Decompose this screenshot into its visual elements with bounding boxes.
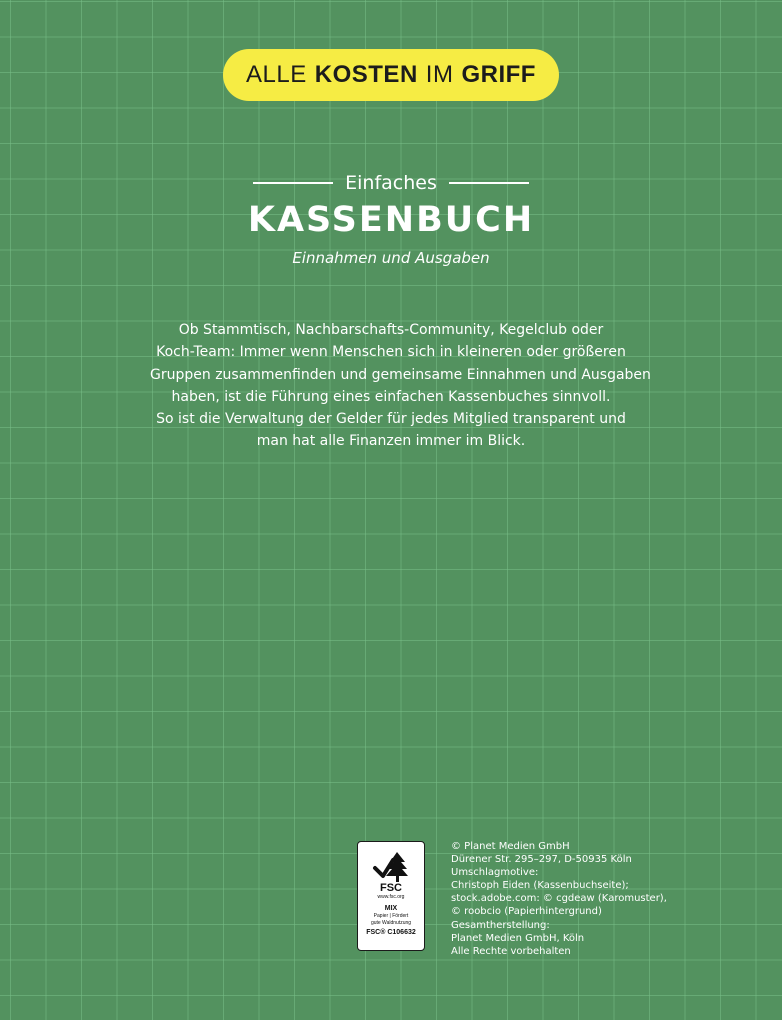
headline-banner xyxy=(223,49,559,101)
banner-word-alle: ALLE xyxy=(246,61,307,88)
imprint-line: Gesamtherstellung: xyxy=(451,919,550,931)
description-line: Gruppen zusammenfinden und gemeinsame Einnahmen und Ausgaben xyxy=(150,366,651,383)
imprint-line: stock.adobe.com: © cgdeaw (Karomuster), xyxy=(451,893,667,905)
imprint-line: Alle Rechte vorbehalten xyxy=(451,945,571,957)
description-line: Koch-Team: Immer wenn Menschen sich in kleineren oder größeren xyxy=(156,344,626,361)
imprint-line: © roobcio (Papierhintergrund) xyxy=(451,906,602,918)
description-line: Ob Stammtisch, Nachbarschafts-Community, Kegelclub oder xyxy=(178,322,604,338)
description-line: haben, ist die Führung eines einfachen Kassenbuches sinnvoll. xyxy=(171,388,611,405)
fsc-mark-text: FSC xyxy=(380,882,402,894)
subtitle-rule-left xyxy=(253,182,333,184)
fsc-certification-logo xyxy=(357,841,425,951)
banner-word-kosten: KOSTEN xyxy=(314,61,418,88)
subtitle-rule-right xyxy=(449,182,529,184)
fsc-paper-line: gute Waldnutzung xyxy=(370,920,412,926)
subtitle: Einfaches xyxy=(345,172,437,194)
tagline: Einnahmen und Ausgaben xyxy=(292,249,490,267)
imprint-line: Christoph Eiden (Kassenbuchseite); xyxy=(451,880,629,892)
fsc-website: www.fsc.org xyxy=(377,894,405,900)
description-line: man hat alle Finanzen immer im Blick. xyxy=(256,433,526,450)
title-block xyxy=(0,168,782,240)
imprint xyxy=(451,840,751,958)
subtitle-row xyxy=(0,168,782,198)
fsc-license-code: FSC® C106632 xyxy=(366,929,416,936)
imprint-line: Umschlagmotive: xyxy=(451,867,539,879)
imprint-line: © Planet Medien GmbH xyxy=(451,841,570,852)
fsc-paper-line: Papier | Fördert xyxy=(373,913,409,919)
main-title: KASSENBUCH xyxy=(247,200,535,240)
banner-word-im: IM xyxy=(425,61,454,88)
fsc-category: MIX xyxy=(384,905,398,912)
description-paragraph xyxy=(150,319,651,453)
description-line: So ist die Verwaltung der Gelder für jedes Mitglied transparent und xyxy=(156,411,626,428)
fsc-tree-check-icon xyxy=(371,848,411,884)
imprint-line: Planet Medien GmbH, Köln xyxy=(451,932,585,944)
banner-word-griff: GRIFF xyxy=(461,61,536,88)
imprint-line: Dürener Str. 295–297, D-50935 Köln xyxy=(451,854,632,866)
